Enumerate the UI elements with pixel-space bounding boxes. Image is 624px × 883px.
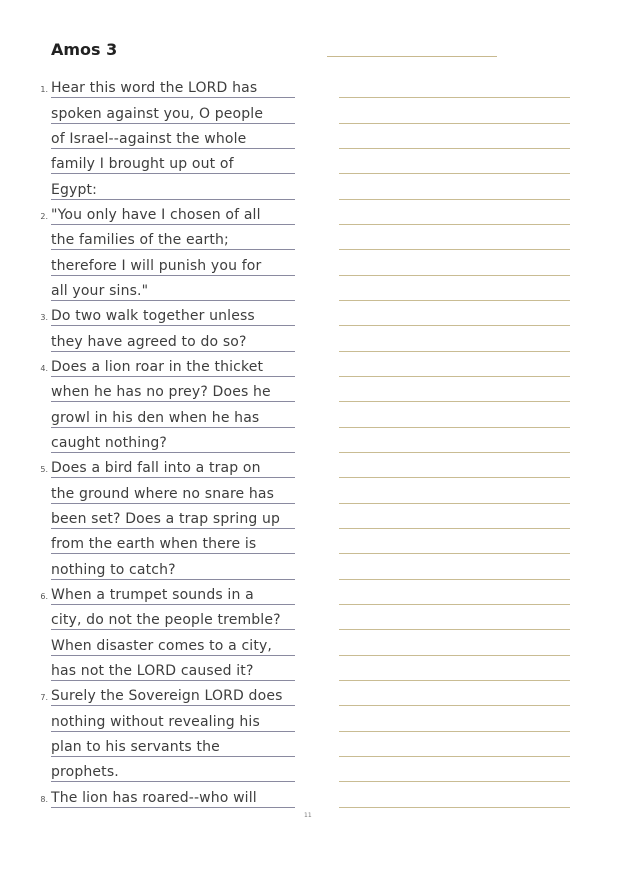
verse-text: when he has no prey? Does he [51, 384, 271, 401]
blank-writing-line[interactable] [339, 757, 570, 782]
verse-line [51, 605, 295, 630]
verse-text: from the earth when there is [51, 536, 257, 553]
verse-text: of Israel--against the whole [51, 130, 247, 147]
verse-line [51, 276, 295, 301]
blank-writing-line[interactable] [339, 554, 570, 579]
blank-writing-line[interactable] [339, 402, 570, 427]
blank-writing-line[interactable] [339, 478, 570, 503]
verse-text: they have agreed to do so? [51, 333, 247, 350]
blank-writing-line[interactable] [339, 250, 570, 275]
verse-text: city, do not the people tremble? [51, 612, 281, 629]
verse-number: 7. [40, 693, 48, 703]
verse-line [51, 504, 295, 529]
verse-text: nothing without revealing his [51, 713, 260, 730]
verse-text: Surely the Sovereign LORD does [51, 688, 283, 705]
writing-lines-column [339, 73, 570, 808]
blank-writing-line[interactable] [339, 782, 570, 807]
verse-text: Egypt: [51, 181, 98, 198]
verse-line [51, 250, 295, 275]
blank-writing-line[interactable] [339, 352, 570, 377]
blank-writing-line[interactable] [339, 98, 570, 123]
blank-writing-line[interactable] [339, 428, 570, 453]
verse-text: Does a bird fall into a trap on [51, 460, 261, 477]
verse-line [51, 478, 295, 503]
verse-line [51, 630, 295, 655]
verse-line [40, 73, 295, 98]
blank-writing-line[interactable] [339, 681, 570, 706]
verse-text: therefore I will punish you for [51, 257, 262, 274]
verse-line [51, 98, 295, 123]
verse-line [51, 706, 295, 731]
verse-text: growl in his den when he has [51, 409, 260, 426]
page-number: 11 [304, 812, 312, 819]
blank-writing-line[interactable] [339, 326, 570, 351]
verse-line [40, 352, 295, 377]
verse-text: the ground where no snare has [51, 485, 275, 502]
verse-line [51, 402, 295, 427]
verse-text: prophets. [51, 764, 119, 781]
blank-writing-line[interactable] [339, 504, 570, 529]
blank-writing-line[interactable] [339, 656, 570, 681]
verse-number: 1. [40, 85, 48, 95]
verse-text: all your sins." [51, 282, 149, 299]
verse-text: caught nothing? [51, 434, 167, 451]
verse-number: 8. [40, 794, 48, 804]
blank-writing-line[interactable] [339, 453, 570, 478]
blank-writing-line[interactable] [339, 529, 570, 554]
verse-line [51, 554, 295, 579]
verse-line [51, 225, 295, 250]
blank-writing-line[interactable] [339, 706, 570, 731]
blank-writing-line[interactable] [339, 149, 570, 174]
verse-line [40, 782, 295, 807]
blank-writing-line[interactable] [339, 276, 570, 301]
blank-writing-line[interactable] [339, 200, 570, 225]
verse-text-column [40, 73, 295, 808]
verse-line [40, 301, 295, 326]
verse-line [51, 656, 295, 681]
verse-number: 3. [40, 313, 48, 323]
verse-text: When disaster comes to a city, [51, 637, 273, 654]
verse-text: nothing to catch? [51, 561, 176, 578]
verse-line [51, 757, 295, 782]
blank-writing-line[interactable] [339, 174, 570, 199]
verse-text: has not the LORD caused it? [51, 662, 254, 679]
verse-line [51, 174, 295, 199]
title-writing-line[interactable] [327, 56, 497, 57]
blank-writing-line[interactable] [339, 630, 570, 655]
blank-writing-line[interactable] [339, 124, 570, 149]
verse-text: The lion has roared--who will [51, 789, 257, 806]
blank-writing-line[interactable] [339, 73, 570, 98]
verse-line [40, 681, 295, 706]
verse-text: Do two walk together unless [51, 308, 255, 325]
verse-text: spoken against you, O people [51, 105, 264, 122]
verse-line [51, 529, 295, 554]
verse-line [51, 732, 295, 757]
verse-line [51, 149, 295, 174]
verse-line [40, 200, 295, 225]
verse-number: 2. [40, 211, 48, 221]
blank-writing-line[interactable] [339, 377, 570, 402]
verse-line [51, 377, 295, 402]
page-title: Amos 3 [51, 40, 118, 59]
verse-line [51, 124, 295, 149]
verse-text: Hear this word the LORD has [51, 80, 258, 97]
verse-number: 6. [40, 591, 48, 601]
blank-writing-line[interactable] [339, 580, 570, 605]
verse-number: 5. [40, 465, 48, 475]
blank-writing-line[interactable] [339, 732, 570, 757]
verse-text: the families of the earth; [51, 232, 229, 249]
blank-writing-line[interactable] [339, 301, 570, 326]
verse-text: been set? Does a trap spring up [51, 510, 281, 527]
verse-text: family I brought up out of [51, 156, 234, 173]
verse-text: When a trumpet sounds in a [51, 586, 254, 603]
verse-text: Does a lion roar in the thicket [51, 358, 264, 375]
verse-text: plan to his servants the [51, 738, 220, 755]
verse-line [40, 580, 295, 605]
verse-number: 4. [40, 363, 48, 373]
blank-writing-line[interactable] [339, 225, 570, 250]
verse-line [51, 428, 295, 453]
blank-writing-line[interactable] [339, 605, 570, 630]
verse-line [40, 453, 295, 478]
verse-line [51, 326, 295, 351]
verse-text: "You only have I chosen of all [51, 206, 261, 223]
